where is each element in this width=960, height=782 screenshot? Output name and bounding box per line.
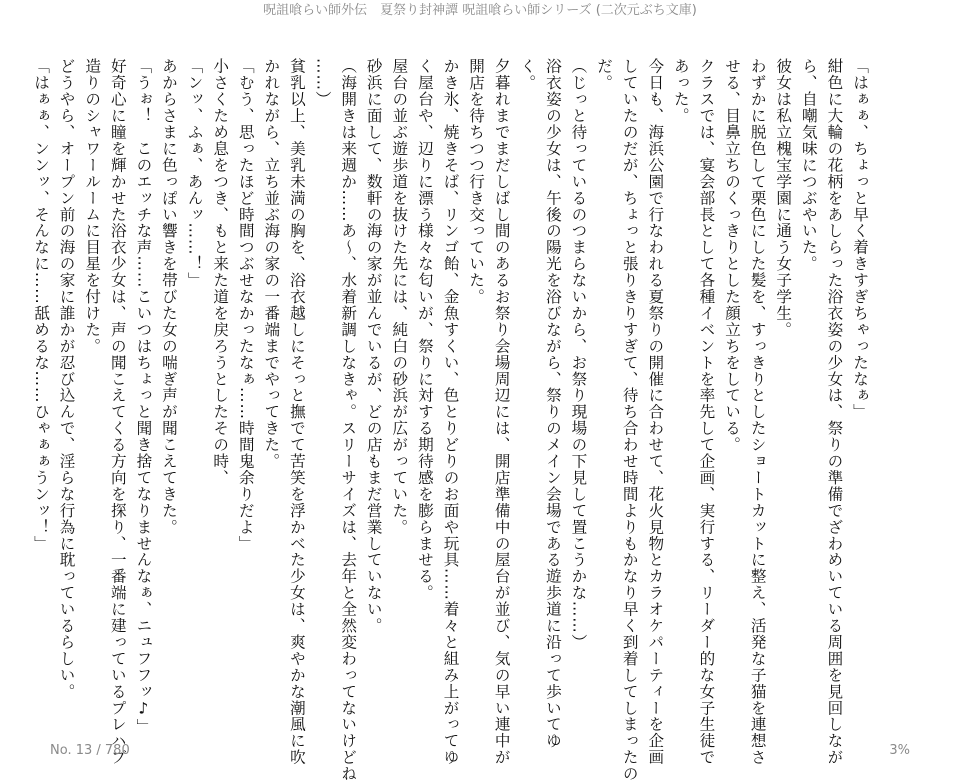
book-title: 呪詛喰らい師外伝 夏祭り封神譚 呪詛喰らい師シリーズ (二次元ぶち文庫) xyxy=(263,3,697,18)
text-line: ら、自嘲気味につぶやいた。 xyxy=(799,58,818,272)
text-line: 貧乳以上、美乳未満の胸を、浴衣越しにそっと撫でて苦笑を浮かべた少女は、爽やかな潮風に吹 xyxy=(287,58,306,766)
text-line: 今日も、海浜公園で行なわれる夏祭りの開催に合わせて、花火見物とカラオケパーティーを企画 xyxy=(646,58,665,766)
text-line: 開店を待ちつつ行き交っていた。 xyxy=(467,58,486,305)
text-line: ……） xyxy=(313,58,332,108)
text-line: 造りのシャワールームに目星を付けた。 xyxy=(83,58,102,355)
text-line: 彼女は私立槐宝学園に通う女子学生。 xyxy=(774,58,793,338)
page-location: No. 13 / 780 xyxy=(50,743,130,758)
text-line: クラスでは、宴会部長として各種イベントを率先して企画、実行する、リーダー的な女子生徒で xyxy=(697,58,716,766)
text-line: 小さくため息をつき、もと来た道を戻ろうとしたその時、 xyxy=(211,58,230,486)
reading-progress: 3% xyxy=(889,743,910,758)
text-line: 好奇心に瞳を輝かせた浴衣少女は、声の聞こえてくる方向を探り、一番端に建っているプレハブ xyxy=(108,58,127,766)
text-line: 屋台の並ぶ遊歩道を抜けた先には、純白の砂浜が広がっていた。 xyxy=(390,58,409,536)
text-line: 「うぉ！ このエッチな声……こいつはちょっと聞き捨てなりませんなぁ、ニュフフッ♪」 xyxy=(134,58,153,735)
text-line: （じっと待っているのつまらないから、お祭り現場の下見して置こうかな……） xyxy=(569,58,588,651)
text-line: 「はぁぁ、ちょっと早く着きすぎちゃったなぁ」 xyxy=(851,58,869,420)
text-line: わずかに脱色して栗色にした髪を、すっきりとしたショートカットに整え、活発な子猫を連想さ xyxy=(748,58,767,766)
text-line: 夕暮れまでまだしばし間のあるお祭り会場周辺には、開店準備中の屋台が並び、気の早い連中が xyxy=(492,58,511,766)
text-line: 砂浜に面して、数軒の海の家が並んでいるが、どの店もまだ営業していない。 xyxy=(364,58,383,634)
text-line: 紺色に大輪の花柄をあしらった浴衣姿の少女は、祭りの準備でざわめいている周囲を見回しなが xyxy=(825,58,844,766)
text-line: かき氷、焼きそば、リンゴ飴、金魚すくい、色とりどりのお面や玩具……着々と組み上がってゆ xyxy=(441,58,460,766)
text-line: だ。 xyxy=(595,58,614,91)
text-line: 「ンッ、ふぁ、あんッ……！」 xyxy=(185,58,204,289)
text-line: （海開きは来週か……あ〜、水着新調しなきゃ。スリーサイズは、去年と全然変わってないけどね xyxy=(339,58,358,782)
text-line: く。 xyxy=(518,58,537,91)
text-line: 浴衣姿の少女は、午後の陽光を浴びながら、祭りのメイン会場である遊歩道に沿って歩いてゆ xyxy=(543,58,562,749)
text-line: あった。 xyxy=(671,58,690,124)
text-line: あからさまに色っぽい響きを帯びた女の喘ぎ声が聞こえてきた。 xyxy=(159,58,178,536)
text-line: 「はぁぁ、ンンッ、そんなに……舐めるな……ひゃぁぁうンッ！」 xyxy=(32,58,50,552)
text-line: せる、目鼻立ちのくっきりとした顔立ちをしている。 xyxy=(723,58,742,453)
text-line: していたのだが、ちょっと張りきりすぎて、待ち合わせ時間よりもかなり早く到着してしまったの xyxy=(620,58,639,782)
text-line: かれながら、立ち並ぶ海の家の一番端までやってきた。 xyxy=(262,58,281,470)
text-line: どうやら、オープン前の海の家に誰かが忍び込んで、淫らな行為に耽っているらしい。 xyxy=(57,58,76,700)
text-line: 「むう、思ったほど時間つぶせなかったなぁ……時間鬼余りだよ」 xyxy=(236,58,255,552)
text-line: く屋台や、辺りに漂う様々な匂いが、祭りに対する期待感を膨らませる。 xyxy=(415,58,434,601)
